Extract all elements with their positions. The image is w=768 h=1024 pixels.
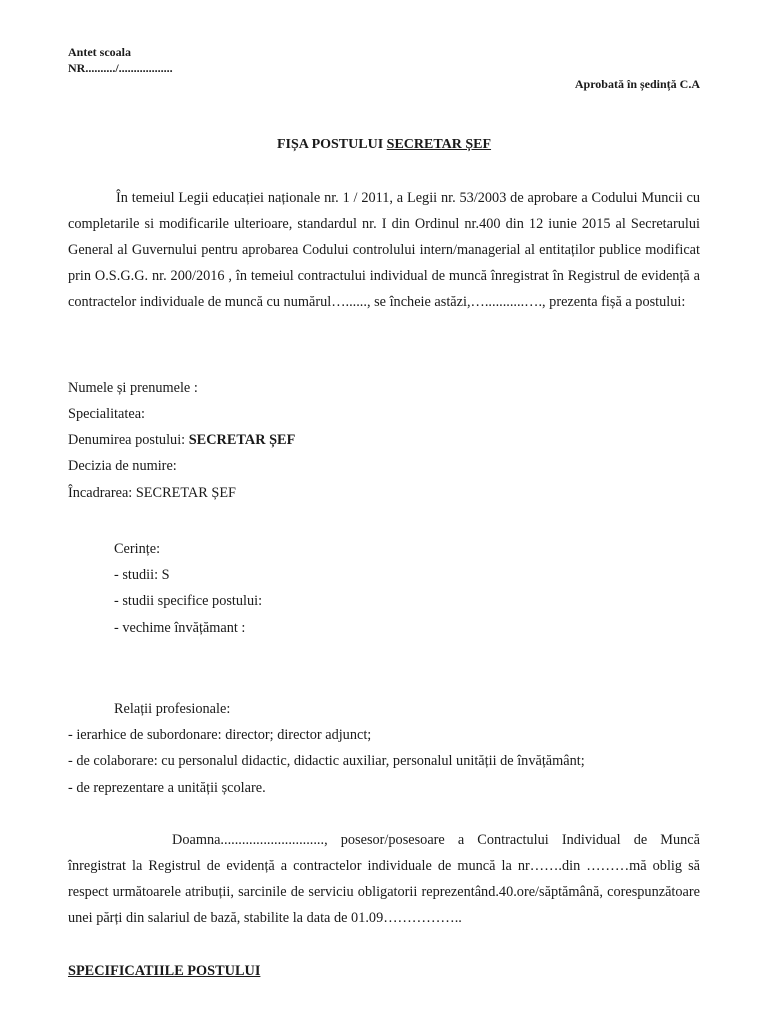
name-field-label: Numele și prenumele : [68, 380, 198, 396]
specialty-field-label: Specialitatea: [68, 406, 146, 422]
commitment-paragraph [68, 827, 700, 931]
commitment-text: Doamna............................., posesor/posesoare a Contractului Individual de Muncă înregistrat la Registrul de evidență a contractelor individuale de muncă la nr…….din ………mă oblig să respect următoarele atribuții, sarcinile de serviciu obligatorii reprezentând.40.ore/săptămână, corespunzătoare unei părți din salariul de bază, stabilite la data de 01.09…………….. [68, 832, 700, 926]
requirement-studies: - studii: S [114, 567, 170, 583]
job-title-label: Denumirea postului: [68, 432, 186, 448]
intro-paragraph [68, 185, 700, 315]
decision-field-label: Decizia de numire: [68, 458, 177, 474]
relation-hierarchical: - ierarhice de subordonare: director; director adjunct; [68, 727, 372, 743]
document-title [0, 137, 768, 153]
registration-number: NR........../.................. [68, 61, 173, 75]
classification-value: SECRETAR ȘEF [135, 485, 237, 501]
relation-collaboration: - de colaborare: cu personalul didactic, didactic auxiliar, personalul unității de învățământ; [68, 753, 585, 769]
approval-note: Aprobată în ședință C.A [574, 77, 700, 91]
job-title-value: SECRETAR ȘEF [188, 432, 296, 448]
classification-field [68, 480, 236, 506]
title-position: SECRETAR ȘEF [386, 137, 492, 152]
requirement-specific-studies: - studii specifice postului: [114, 593, 263, 609]
section-heading-specifications: SPECIFICATIILE POSTULUI [68, 963, 261, 979]
school-letterhead: Antet scoala [68, 45, 131, 59]
requirements-heading: Cerințe: [114, 541, 161, 557]
intro-text: În temeiul Legii educației naționale nr. 1 / 2011, a Legii nr. 53/2003 de aprobare a Codului Muncii cu completarile si modificarile ulterioare, standardul nr. I din Ordinul nr.400 din 12 iunie 2015 al Secretarului General al Guvernului pentru aprobarea Codului controlului intern/managerial al entitaților publice modificat prin O.S.G.G. nr. 200/2016 , în temeiul contractului individual de muncă înregistrat în Registrul de evidență a contractelor individuale de muncă cu numărul…......, se încheie astăzi,…...........…., prezenta fișă a postului: [68, 190, 700, 310]
relation-representation: - de reprezentare a unității școlare. [68, 780, 266, 796]
relations-heading: Relații profesionale: [114, 701, 231, 717]
classification-label: Încadrarea: [68, 485, 133, 501]
job-title-field [68, 427, 295, 453]
title-prefix: FIȘA POSTULUI [276, 137, 384, 152]
requirement-seniority: - vechime învățămant : [114, 620, 246, 636]
